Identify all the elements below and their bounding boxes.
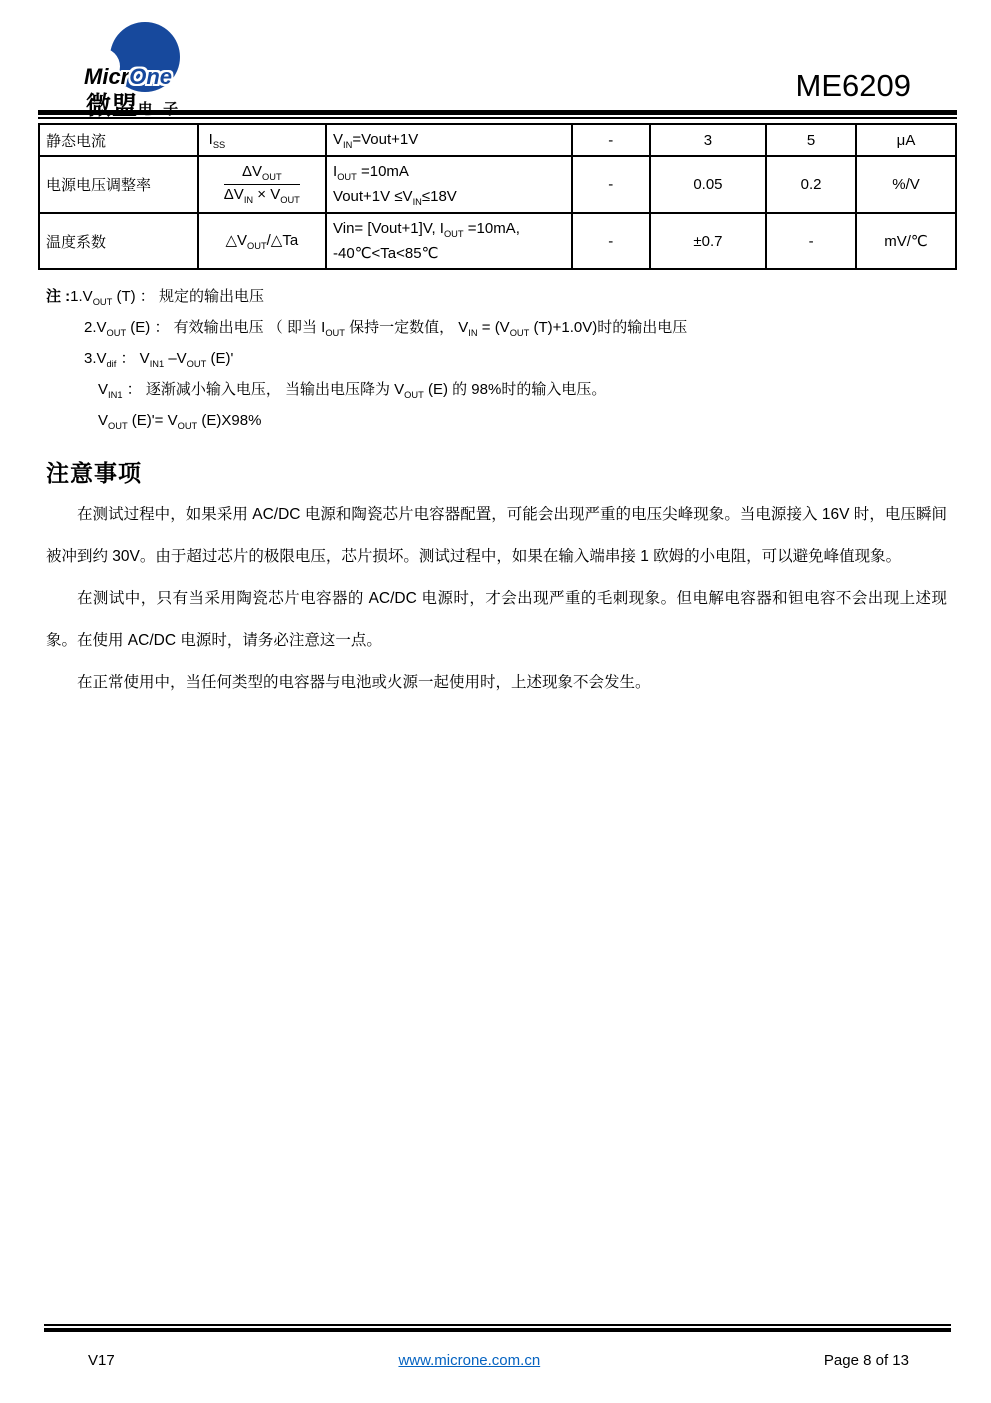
typ-cell: 3 (650, 124, 766, 156)
fraction-denominator: $\Delta V_{IN} \times V_{OUT}$ (223, 186, 300, 206)
note-line: $2.V_{OUT}$ (E) ： 有效输出电压 （ 即当 $I_{OUT}$ 保持一定数值， $V_{IN} = (V_{OUT}$ (T)+1.0V)时的输出电压 (84, 318, 688, 338)
condition-line: -40℃<Ta<85℃ (333, 244, 439, 262)
body-paragraph: 在测试中，只有当采用陶瓷芯片电容器的 AC/DC 电源时，才会出现严重的毛刺现象。但电解电容器和钽电容不会出现上述现象。在使用 AC/DC 电源时，请务必注意这一点。 (46, 589, 947, 649)
unit-cell: mV/℃ (856, 213, 956, 269)
note-line: $V_{OUT}$ $(E)'= V_{OUT}$ (E)X98% (98, 411, 262, 431)
body-paragraph: 在正常使用中，当任何类型的电容器与电池或火源一起使用时，上述现象不会发生。 (77, 673, 651, 691)
microne-logo (84, 20, 244, 120)
condition-line: Vin= [Vout+1]V, $I_{OUT} =10mA$, (333, 220, 520, 240)
logo-chinese-text (86, 86, 181, 122)
condition-line: Vout+1V $\le V_{IN}\le 18V$ (333, 187, 457, 207)
min-cell: - (572, 213, 650, 269)
section-heading: 注意事项 (46, 460, 142, 486)
notes-block (46, 284, 957, 439)
symbol-cell: $\triangle V_{OUT}/\triangle Ta$ (198, 213, 326, 269)
fraction-numerator: $\Delta V_{OUT}$ (224, 163, 300, 186)
table-row (39, 156, 956, 213)
footer-rule-thick (44, 1328, 951, 1332)
table-row (39, 124, 956, 156)
body-paragraph: 在测试过程中，如果采用 AC/DC 电源和陶瓷芯片电容器配置，可能会出现严重的电压尖峰现象。当电源接入 16V 时，电压瞬间被冲到约 30V。由于超过芯片的极限电压，芯片损坏。测试过程中，如果在输入端串接 1 欧姆的小电阻，可以避免峰值现象。 (46, 505, 947, 565)
max-cell: - (766, 213, 856, 269)
param-name-cell: 静态电流 (39, 124, 198, 156)
page-header (0, 0, 991, 120)
param-name-cell: 电源电压调整率 (39, 156, 198, 213)
unit-cell: %/V (856, 156, 956, 213)
spec-table (38, 123, 957, 270)
note-label: 注 : (46, 287, 71, 305)
footer-website-link[interactable]: www.microne.com.cn (398, 1352, 541, 1369)
spec-table-wrap (0, 123, 991, 270)
min-cell: - (572, 124, 650, 156)
typ-cell: ±0.7 (650, 213, 766, 269)
logo-brand-black: Micr (84, 64, 130, 89)
logo-cn-sub: 电 子 (138, 101, 182, 118)
symbol-cell: $I_{SS}$ (198, 124, 326, 156)
condition-line: $I_{OUT} =10mA$ (333, 163, 409, 183)
max-cell: 5 (766, 124, 856, 156)
unit-cell: μA (856, 124, 956, 156)
conditions-cell (326, 156, 572, 213)
min-cell: - (572, 156, 650, 213)
max-cell: 0.2 (766, 156, 856, 213)
part-number: ME6209 (795, 68, 911, 103)
page-footer (44, 1324, 951, 1369)
typ-cell: 0.05 (650, 156, 766, 213)
note-text: $1.V_{OUT}$ (T) ： 规定的输出电压 (70, 287, 264, 307)
footer-row (44, 1352, 951, 1369)
note-line: $V_{IN1}$ ： 逐渐减小输入电压， 当输出电压降为 $V_{OUT}$ (E) 的 98%时的输入电压。 (98, 380, 607, 400)
conditions-cell (326, 124, 572, 156)
footer-page-number: Page 8 of 13 (823, 1352, 909, 1369)
table-row (39, 213, 956, 269)
conditions-cell (326, 213, 572, 269)
symbol-cell (198, 156, 326, 213)
note-line: $3.V_{dif}$ ： $V_{IN1}$ $-V_{OUT}$ (E)' (84, 349, 234, 369)
logo-brand-blue: One (129, 64, 173, 89)
note-line (46, 284, 957, 315)
param-name-cell: 温度系数 (39, 213, 198, 269)
symbol-fraction (224, 163, 300, 207)
logo-cn-main: 微盟 (86, 92, 139, 120)
footer-version: V17 (88, 1352, 115, 1369)
condition-line: $V_{IN}=Vout+1V$ (333, 131, 419, 150)
footer-rule (44, 1324, 951, 1332)
